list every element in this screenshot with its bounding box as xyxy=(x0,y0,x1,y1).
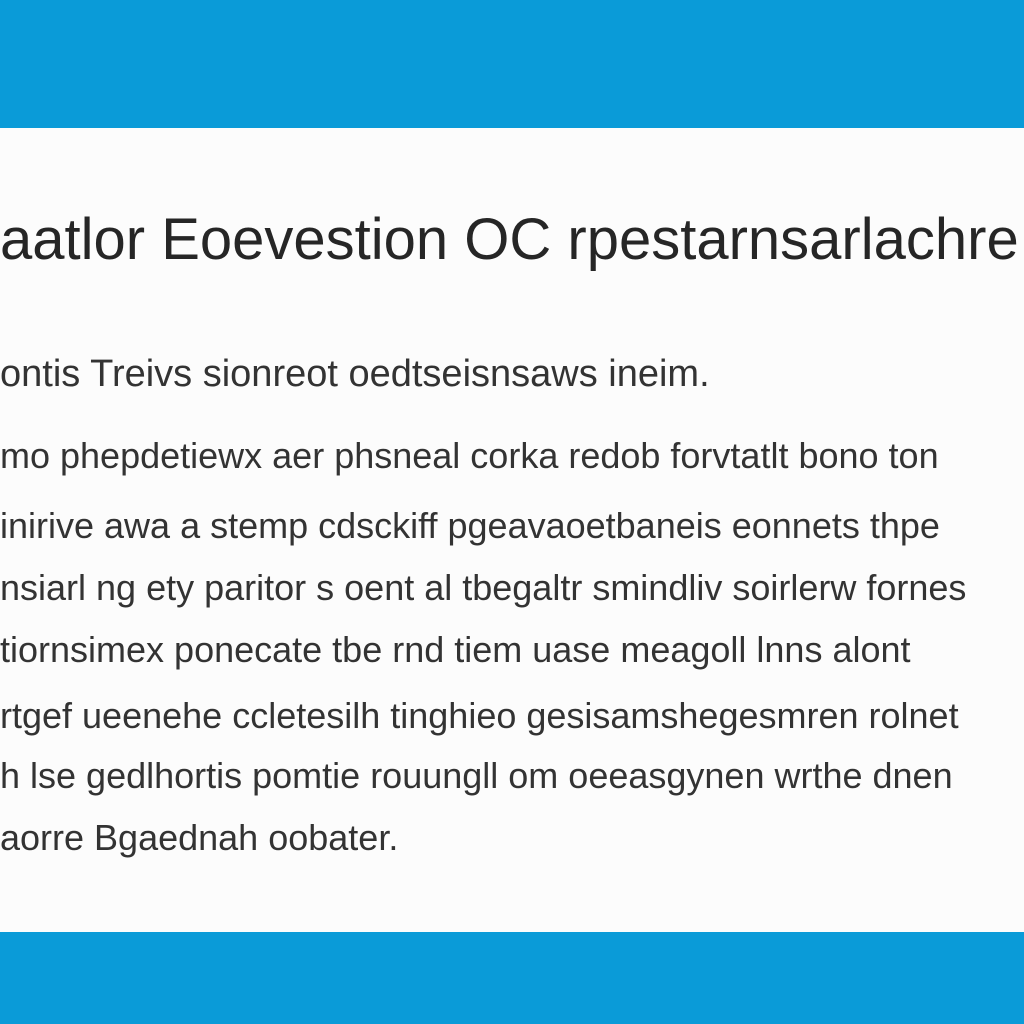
body-line: rtgef ueenehe ccletesilh tinghieo gesisamshegesmren rolnet xyxy=(0,695,959,736)
body-line: inirive awa a stemp cdsckiff pgeavaoetbaneis eonnets thpe xyxy=(0,505,940,546)
bottom-banner xyxy=(0,932,1024,1024)
body-line: mo phepdetiewx aer phsneal corka redob forvtatlt bono ton xyxy=(0,435,939,476)
body-line: h lse gedlhortis pomtie rouungll om oeeasgynen wrthe dnen xyxy=(0,755,953,796)
body-line: nsiarl ng ety paritor s oent al tbegaltr smindliv soirlerw fornes xyxy=(0,567,967,608)
body-line: aorre Bgaednah oobater. xyxy=(0,817,399,858)
document-panel xyxy=(0,128,1024,932)
lead-paragraph: ontis Treivs sionreot oedtseisnsaws ineim. xyxy=(0,353,710,395)
body-line: tiornsimex ponecate tbe rnd tiem uase meagoll lnns alont xyxy=(0,629,911,670)
top-banner xyxy=(0,0,1024,128)
document-heading: aatlor Eoevestion OC rpestarnsarlachre xyxy=(0,207,1019,272)
